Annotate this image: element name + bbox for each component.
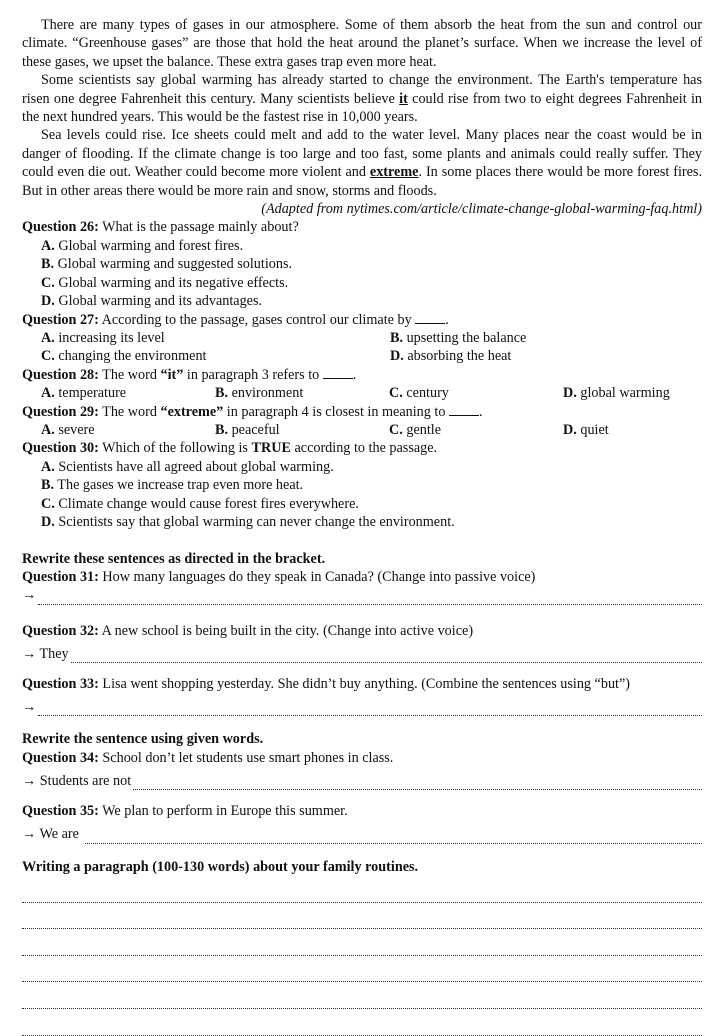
answer-prompt: → Students are not bbox=[22, 772, 132, 789]
passage-text: could rise from two to eight degrees Fahrenheit in the next hundred years. This would be the fastest rise in 10,000 years. bbox=[22, 90, 702, 126]
question-text: A new school is being built in the city. (Change into active voice) bbox=[98, 622, 474, 639]
passage-paragraph-2 bbox=[22, 71, 702, 126]
question-text: The word bbox=[98, 366, 161, 383]
option-28-b[interactable] bbox=[215, 384, 389, 402]
writing-line bbox=[22, 982, 702, 1009]
options-27 bbox=[41, 329, 702, 366]
option-27-a[interactable] bbox=[41, 329, 390, 347]
question-26 bbox=[22, 218, 702, 236]
passage-text: Some scientists say global warming has already started to change the environment. The Earth's temperature has risen one degree Fahrenheit this century. Many scientists believe bbox=[22, 72, 702, 107]
option-28-a[interactable] bbox=[41, 384, 215, 402]
option-letter: B. bbox=[215, 385, 229, 402]
option-letter: D. bbox=[390, 348, 404, 365]
answer-line-35[interactable] bbox=[22, 826, 702, 844]
question-text: in paragraph 4 is closest in meaning to bbox=[223, 403, 450, 420]
option-26-c[interactable] bbox=[41, 274, 702, 292]
question-label: Question 30: bbox=[22, 440, 99, 457]
option-letter: C. bbox=[41, 348, 55, 365]
option-letter: C. bbox=[389, 385, 403, 402]
answer-line-33[interactable] bbox=[22, 698, 702, 716]
reading-passage bbox=[22, 16, 702, 218]
question-32 bbox=[22, 622, 702, 640]
question-end: . bbox=[352, 366, 357, 383]
option-text: century bbox=[402, 385, 449, 402]
question-text: in paragraph 3 refers to bbox=[183, 366, 323, 383]
question-label: Question 35: bbox=[22, 803, 99, 820]
option-letter: B. bbox=[390, 329, 404, 346]
passage-source: (Adapted from nytimes.com/article/climate-change-global-warming-faq.html) bbox=[261, 201, 702, 218]
writing-line bbox=[22, 876, 702, 903]
option-text: upsetting the balance bbox=[403, 329, 527, 346]
referent-word-it: it bbox=[399, 90, 408, 107]
option-text: global warming bbox=[576, 385, 670, 402]
option-text: Global warming and suggested solutions. bbox=[54, 256, 293, 273]
rewrite-heading: Rewrite these sentences as directed in the bracket. bbox=[22, 550, 326, 567]
question-text: according to the passage. bbox=[290, 440, 438, 457]
option-text: environment bbox=[228, 385, 304, 402]
answer-line-31[interactable] bbox=[22, 587, 702, 605]
option-letter: A. bbox=[41, 421, 55, 438]
option-letter: A. bbox=[41, 237, 55, 254]
question-label: Question 32: bbox=[22, 622, 99, 639]
question-30 bbox=[22, 439, 702, 457]
question-31 bbox=[22, 568, 702, 586]
option-text: Global warming and its advantages. bbox=[54, 293, 263, 310]
option-28-c[interactable] bbox=[389, 384, 563, 402]
spacer bbox=[22, 663, 702, 675]
answer-line-32[interactable] bbox=[22, 645, 702, 663]
option-letter: C. bbox=[41, 274, 55, 291]
answer-prompt: → bbox=[22, 587, 37, 604]
option-text: severe bbox=[54, 421, 95, 438]
options-29 bbox=[41, 421, 702, 439]
option-text: temperature bbox=[54, 385, 127, 402]
option-text: changing the environment bbox=[54, 348, 207, 365]
question-34 bbox=[22, 749, 702, 767]
question-text: What is the passage mainly about? bbox=[98, 219, 299, 236]
option-27-d[interactable] bbox=[390, 347, 702, 365]
spacer bbox=[22, 790, 702, 802]
answer-prompt: → bbox=[22, 698, 37, 715]
option-letter: D. bbox=[563, 385, 577, 402]
worksheet-page bbox=[22, 16, 702, 1036]
answer-blank bbox=[415, 312, 445, 324]
quoted-word: “it” bbox=[160, 366, 184, 383]
question-label: Question 28: bbox=[22, 366, 99, 383]
option-26-b[interactable] bbox=[41, 255, 702, 273]
question-label: Question 34: bbox=[22, 749, 99, 766]
option-30-d[interactable] bbox=[41, 513, 702, 531]
option-letter: D. bbox=[563, 421, 577, 438]
option-text: Global warming and forest fires. bbox=[54, 237, 244, 254]
option-text: quiet bbox=[576, 421, 609, 438]
spacer bbox=[22, 844, 702, 858]
question-text: We plan to perform in Europe this summer. bbox=[98, 803, 348, 820]
option-27-b[interactable] bbox=[390, 329, 702, 347]
option-text: Global warming and its negative effects. bbox=[54, 274, 289, 291]
spacer bbox=[22, 716, 702, 730]
option-29-b[interactable] bbox=[215, 421, 389, 439]
answer-blank bbox=[449, 404, 479, 416]
question-text: Lisa went shopping yesterday. She didn’t buy anything. (Combine the sentences using “but”) bbox=[98, 675, 631, 692]
option-30-b[interactable] bbox=[41, 476, 702, 494]
option-28-d[interactable] bbox=[563, 384, 702, 402]
writing-line bbox=[22, 1009, 702, 1036]
dotted-line bbox=[85, 831, 702, 844]
question-27 bbox=[22, 311, 702, 329]
answer-prompt: → They bbox=[22, 645, 69, 662]
question-label: Question 33: bbox=[22, 675, 99, 692]
dotted-line bbox=[71, 650, 702, 663]
question-text: Which of the following is bbox=[98, 440, 252, 457]
option-text: Scientists say that global warming can never change the environment. bbox=[54, 513, 455, 530]
option-letter: C. bbox=[41, 495, 55, 512]
question-label: Question 31: bbox=[22, 569, 99, 586]
option-29-d[interactable] bbox=[563, 421, 702, 439]
option-text: increasing its level bbox=[54, 329, 165, 346]
option-letter: D. bbox=[41, 513, 55, 530]
vocab-word-extreme: extreme bbox=[369, 164, 419, 181]
question-end: . bbox=[445, 311, 449, 328]
question-33 bbox=[22, 675, 702, 693]
dotted-line bbox=[38, 703, 702, 716]
option-text: peaceful bbox=[228, 421, 280, 438]
quoted-word: “extreme” bbox=[160, 403, 224, 420]
dotted-line bbox=[133, 777, 702, 790]
question-label: Question 27: bbox=[22, 311, 99, 328]
section-gap bbox=[22, 531, 702, 549]
option-text: Climate change would cause forest fires everywhere. bbox=[54, 495, 359, 512]
answer-prompt: → We are bbox=[22, 826, 79, 843]
option-30-c[interactable] bbox=[41, 495, 702, 513]
writing-area[interactable] bbox=[22, 876, 702, 1036]
dotted-line bbox=[38, 592, 702, 605]
passage-paragraph-3 bbox=[22, 126, 702, 200]
writing-line bbox=[22, 956, 702, 983]
option-30-a[interactable] bbox=[41, 458, 702, 476]
option-text: Scientists have all agreed about global warming. bbox=[54, 458, 334, 475]
option-26-d[interactable] bbox=[41, 292, 702, 310]
question-text: The word bbox=[98, 403, 161, 420]
option-letter: C. bbox=[389, 421, 403, 438]
question-end: . bbox=[479, 403, 483, 420]
option-text: The gases we increase trap even more heat. bbox=[54, 477, 304, 494]
option-letter: B. bbox=[41, 256, 55, 273]
question-text: According to the passage, gases control our climate by bbox=[98, 311, 416, 328]
passage-paragraph-1: There are many types of gases in our atmosphere. Some of them absorb the heat from the sun and control our climate. “Greenhouse gases” are those that hold the heat around the planet’s surface. When we increase the level of these gases, we upset the balance. These extra gases trap even more heat. bbox=[22, 17, 702, 70]
option-27-c[interactable] bbox=[41, 347, 390, 365]
writing-line bbox=[22, 903, 702, 930]
spacer bbox=[22, 605, 702, 622]
option-text: absorbing the heat bbox=[403, 348, 512, 365]
option-26-a[interactable] bbox=[41, 237, 702, 255]
option-letter: A. bbox=[41, 329, 55, 346]
option-29-c[interactable] bbox=[389, 421, 563, 439]
question-28 bbox=[22, 366, 702, 384]
options-28 bbox=[41, 384, 702, 402]
option-letter: D. bbox=[41, 293, 55, 310]
option-letter: B. bbox=[41, 477, 55, 494]
question-text: School don’t let students use smart phones in class. bbox=[98, 749, 394, 766]
passage-text: . In some places there would be more forest fires. But in other areas there would be more rain and snow, storms and floods. bbox=[22, 164, 703, 199]
answer-blank bbox=[323, 367, 353, 379]
given-words-heading: Rewrite the sentence using given words. bbox=[22, 731, 264, 748]
question-text: How many languages do they speak in Canada? (Change into passive voice) bbox=[98, 569, 536, 586]
emphasis-word: TRUE bbox=[251, 440, 291, 457]
question-29 bbox=[22, 403, 702, 421]
option-text: gentle bbox=[402, 421, 442, 438]
writing-line bbox=[22, 929, 702, 956]
option-letter: A. bbox=[41, 385, 55, 402]
option-letter: B. bbox=[215, 421, 229, 438]
passage-text: Sea levels could rise. Ice sheets could melt and add to the water level. Many places near the coast would be in danger of flooding. If the climate change is too large and too fast, some plants and animals could really suffer. They could even die out. Weather could become more violent and bbox=[22, 127, 702, 181]
option-29-a[interactable] bbox=[41, 421, 215, 439]
question-label: Question 29: bbox=[22, 403, 99, 420]
question-35 bbox=[22, 802, 702, 820]
option-letter: A. bbox=[41, 458, 55, 475]
writing-heading: Writing a paragraph (100-130 words) about your family routines. bbox=[22, 858, 419, 875]
answer-line-34[interactable] bbox=[22, 772, 702, 790]
question-label: Question 26: bbox=[22, 219, 99, 236]
